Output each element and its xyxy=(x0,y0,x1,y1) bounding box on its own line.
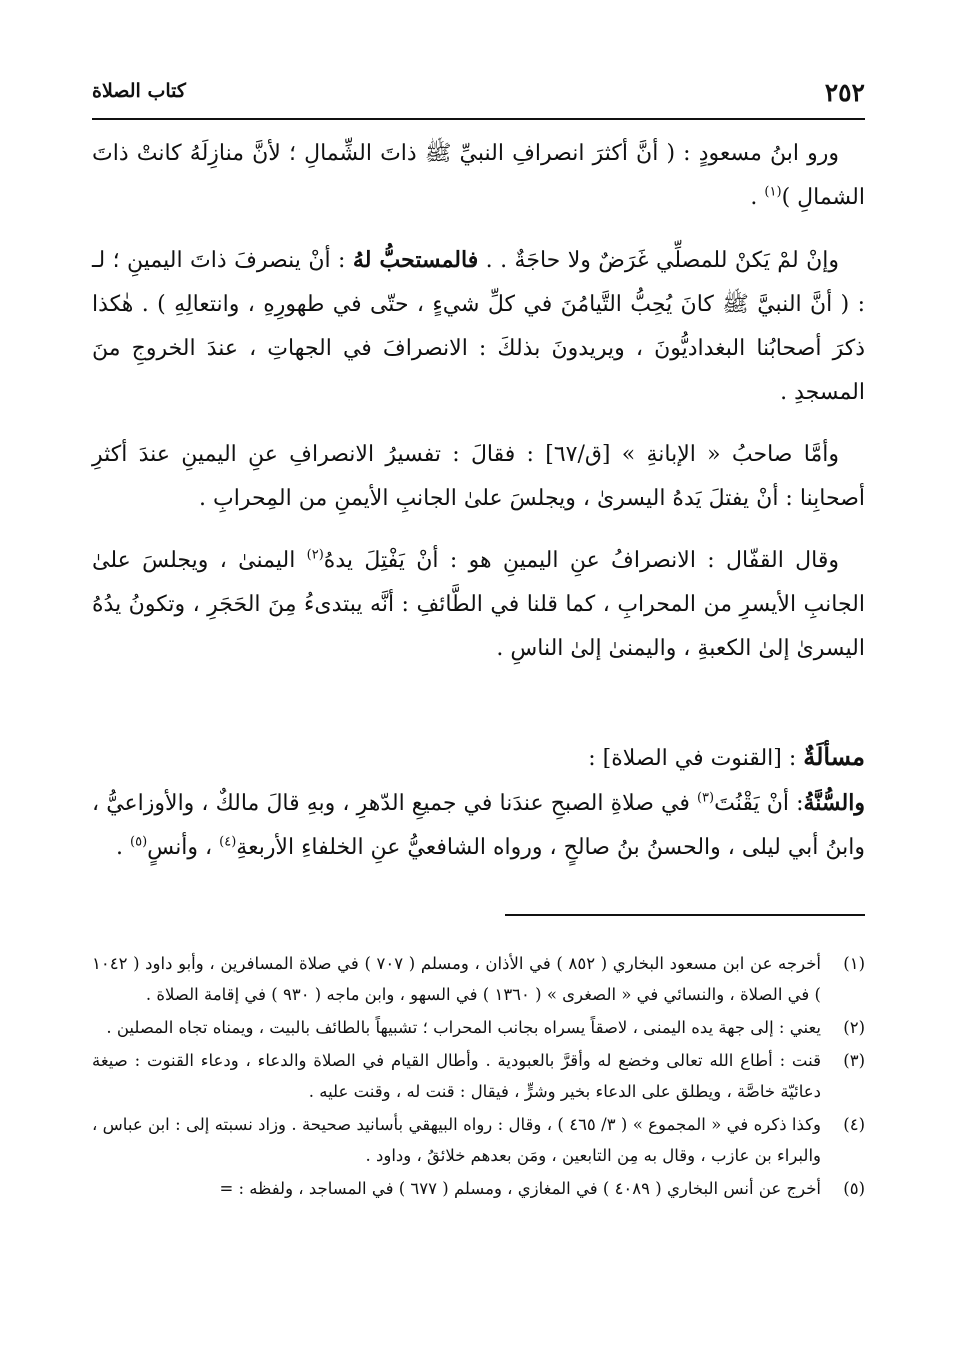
footnote-number: (١) xyxy=(843,954,865,973)
page-header xyxy=(92,78,865,112)
footnote-text: أخرج عن أنس البخاري ( ٤٠٨٩ ) في المغازي ، ومسلم ( ٦٧٧ ) في المساجد ، ولفظه : = xyxy=(219,1179,821,1198)
footnote-number: (٣) xyxy=(843,1051,865,1070)
running-title: كتاب الصلاة xyxy=(92,80,186,102)
masala-title: : [القنوت في الصلاة] : xyxy=(588,746,804,771)
footnote-ref-1: (١) xyxy=(764,184,782,200)
paragraph-3: وأمَّا صاحبُ « الإبانةِ » [ق/٦٧] : فقالَ : تفسيرُ الانصرافِ عنِ اليمينِ عندَ أكثرِ أصحابِنا : أنْ يفتلَ يَدهُ اليسرىٰ ، ويجلسَ علىٰ الجانبِ الأيمنِ من المِحرابِ . xyxy=(92,442,865,511)
footnote-number: (٢) xyxy=(843,1018,865,1037)
footnote-number: (٤) xyxy=(843,1115,865,1134)
footnote-text: أخرجه عن ابن مسعود البخاري ( ٨٥٢ ) في الأذان ، ومسلم ( ٧٠٧ ) في صلاة المسافرين ، وأبو داود ( ١٠٤٢ ) في الصلاة ، والنسائي في « الصغرى » ( ١٣٦٠ ) في السهو ، وابن ماجه ( ٩٣٠ ) في إقامة الصلاة . xyxy=(92,954,821,1004)
paragraph-1: ورو ابنُ مسعودٍ : ( أنَّ أكثرَ انصرافِ النبيِّ ﷺ ذاتَ الشِّمالِ ؛ لأنَّ منازِلَهُ كانتْ ذاتَ الشمالِ )$^{(١)}$ . xyxy=(92,141,865,210)
footnote-ref-3: (٣) xyxy=(696,790,715,806)
page-number: ٢٥٢ xyxy=(824,78,865,107)
footnote-number: (٥) xyxy=(843,1179,865,1198)
header-rule xyxy=(92,118,865,120)
footnote-separator xyxy=(505,914,865,916)
footnote-text: وكذا ذكره في « المجموع » ( ٣/ ٤٦٥ ) ، وقال : رواه البيهقي بأسانيد صحيحة . وزاد نسبته إلى : ابن عباس ، والبراء بن عازب ، وقال به مِن التابعين ، ومَن بعدهم خلائقُ ، وداود . xyxy=(92,1115,821,1165)
footnotes xyxy=(92,948,865,1206)
footnote xyxy=(92,948,865,1010)
footnote xyxy=(92,1173,865,1204)
footnote-ref-5: (٥) xyxy=(130,834,148,850)
footnote-text: يعني : إلى جهة يده اليمنى ، لاصقاً يسراه بجانب المحراب ؛ تشبيهاً بالطائف بالبيت ، ويمناه تجاه المصلين . xyxy=(106,1018,821,1037)
masala-label: مسألَةٌ xyxy=(803,742,865,771)
footnote xyxy=(92,1109,865,1171)
footnote-ref-2: (٢) xyxy=(306,547,324,563)
footnote xyxy=(92,1012,865,1043)
paragraph-5: والسُّنَّةُ: أنْ يَقْنُتَ$^{(٣)}$ في صلاةِ الصبحِ عندَنا في جميعِ الدّهرِ ، وبهِ قالَ مالكٌ ، والأوزاعيُّ ، وابنُ أبي ليلى ، والحسنُ بنُ صالحٍ ، ورواه الشافعيُّ عنِ الخلفاءِ الأربعةِ$^{(٤)}$ ، وأنسٍ$^{(٥)}$ . xyxy=(92,790,865,860)
main-text xyxy=(92,132,865,888)
section-heading xyxy=(92,735,865,781)
paragraph-2: وإنْ لمْ يَكنْ للمصلِّي غَرَضٌ ولا حاجَةٌ . . فالمستحبُّ لهُ : أنْ ينصرفَ ذاتَ اليمينِ ؛ لـ : ( أنَّ النبيَّ ﷺ كانَ يُحِبُّ التَّيامُنَ في كلِّ شيءٍ ، حتّى في طهورِهِ ، وانتعالِهِ ) . هٰكذا ذكرَ أصحابُنا البغداديُّونَ ، ويريدونَ بذلكَ : الانصرافَ في الجهاتِ ، عندَ الخروجِ منَ المسجدِ . xyxy=(92,247,865,405)
footnote xyxy=(92,1045,865,1107)
paragraph-4: وقال القفّال : الانصرافُ عنِ اليمينِ هو : أنْ يَفْتِلَ يدهُ$^{(٢)}$ اليمنىٰ ، ويجلسَ علىٰ الجانبِ الأيسرِ من المحرابِ ، كما قلنا في الطَّائفِ : أنَّه يبتدىءُ مِنَ الحَجَرِ ، وتكونُ يدُهُ اليسرىٰ إلىٰ الكعبةِ ، واليمنىٰ إلىٰ الناسِ . xyxy=(92,547,865,661)
footnote-ref-4: (٤) xyxy=(219,834,237,850)
footnote-text: قنت : أطاع الله تعالى وخضع له وأقرَّ بالعبودية . وأطال القيام في الصلاة والدعاء ، ودعاء القنوت : صيغة دعائيّة خاصَّة ، ويطلق على الدعاء بخير وشرٍّ ، فيقال : قنت له ، وقنت عليه . xyxy=(92,1051,821,1101)
